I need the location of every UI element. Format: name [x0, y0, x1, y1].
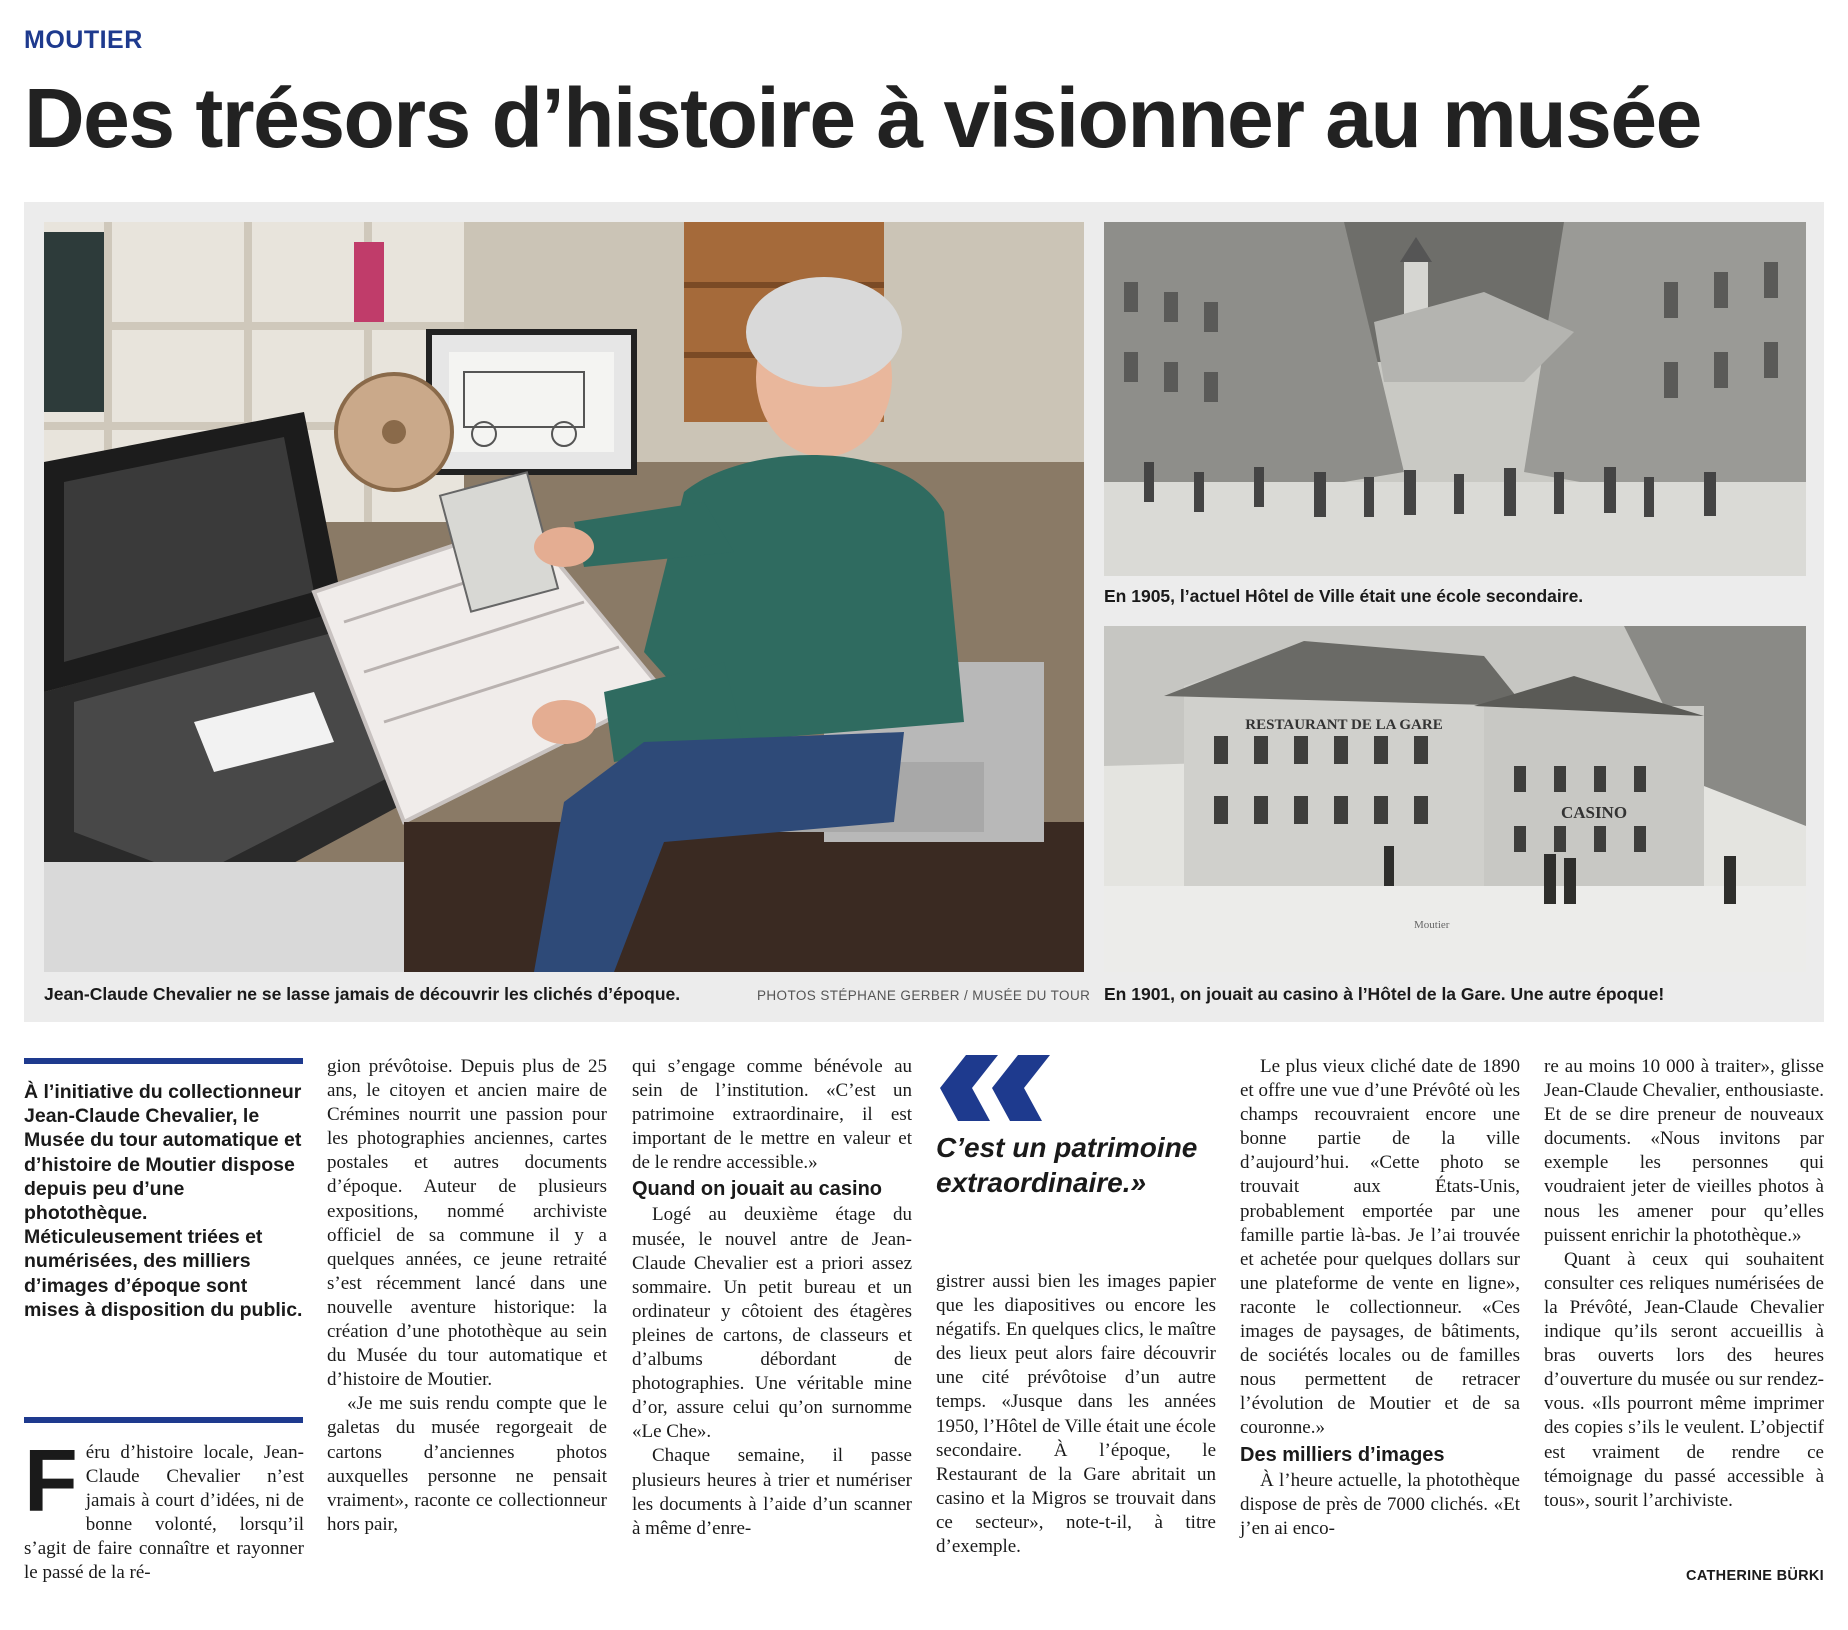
headline: Des trésors d’histoire à visionner au musée [24, 71, 1701, 165]
photo-1905 [1104, 222, 1806, 576]
section-rubric: MOUTIER [24, 26, 143, 54]
caption-main: Jean-Claude Chevalier ne se lasse jamais de découvrir les clichés d’époque. [44, 984, 681, 1004]
byline: CATHERINE BÜRKI [1686, 1568, 1824, 1584]
paragraph: re au moins 10 000 à traiter», glisse Jean-Claude Chevalier, enthousiaste. Et de se dire preneur de nouveaux documents. «Nous invitons par exemple les personnes qui voudraient jeter de vieilles photos à nous les amener pour qu’elles puissent enrichir la photothèque.» [1544, 1056, 1824, 1246]
photo-1901 [1104, 626, 1806, 972]
paragraph: gistrer aussi bien les images papier que les diapositives ou encore les négatifs. En quelques clics, le maître des lieux peut alors faire découvrir une cité prévôtoise d’un autre temps. «Jusque dans les années 1950, l’Hôtel de Ville était une école secondaire. À l’époque, le Restaurant de la Gare abritait un casino et la Migros se trouvait dans ce secteur», note-t-il, à titre d’exemple. [936, 1271, 1216, 1558]
paragraph: «Je me suis rendu compte que le galetas du musée regorgeait de cartons d’anciennes photos auxquelles personne ne pensait vraiment», raconte ce collectionneur hors pair, [327, 1393, 607, 1535]
sign-casino: CASINO [1560, 803, 1628, 822]
paragraph: éru d’histoire locale, Jean-Claude Chevalier n’est jamais à court d’idées, ni de bonne volonté, lorsqu’il s’agit de faire connaître et rayonner le passé de la ré- [24, 1442, 304, 1584]
column-6 [1544, 1055, 1824, 1513]
lede: À l’initiative du collectionneur Jean-Claude Chevalier, le Musée du tour automatique et d’histoire de Moutier dispose depuis peu d’une photothèque. Méticuleusement triées et numérisées, des milliers d’images d’époque sont mises à disposition du public. [24, 1081, 303, 1321]
quote-mark-icon [940, 1055, 1050, 1121]
paragraph: gion prévôtoise. Depuis plus de 25 ans, le citoyen et ancien maire de Crémines nourrit une passion pour les photographies anciennes, cartes postales et autres documents d’époque. Auteur de plusieurs expositions, nommé archiviste officiel de sa commune il y a quelques années, ce jeune retraité s’est récemment lancé dans une nouvelle aventure historique: la création d’une photothèque au sein du Musée du tour automatique et d’histoire de Moutier. [327, 1056, 607, 1391]
sign-restaurant: RESTAURANT DE LA GARE [1245, 717, 1443, 733]
column-2 [327, 1055, 607, 1537]
paragraph: À l’heure actuelle, la photothèque dispose de près de 7000 clichés. «Et j’en ai enco- [1240, 1469, 1520, 1539]
caption-1901: En 1901, on jouait au casino à l’Hôtel de la Gare. Une autre époque! [1104, 984, 1665, 1004]
caption-1905: En 1905, l’actuel Hôtel de Ville était une école secondaire. [1104, 586, 1584, 606]
drop-cap: F [24, 1431, 78, 1530]
paragraph: Le plus vieux cliché date de 1890 et offre une vue d’une Prévôté où les champs recouvraient encore une bonne partie de la ville d’aujourd’hui. «Cette photo se trouvait aux États-Unis, probablement emportée par une famille partie là-bas. Je l’ai trouvée et achetée pour quelques dollars sur une plateforme de vente en ligne», raconte le collectionneur. «Ces images de paysages, de bâtiments, de sociétés locales ou de familles nous permettent de retracer l’évolution de Moutier et de sa couronne.» [1240, 1056, 1520, 1439]
postcard-place: Moutier [1414, 919, 1450, 931]
column-1-body [24, 1431, 304, 1586]
main-photo [44, 222, 1084, 972]
paragraph: Chaque semaine, il passe plusieurs heures à trier et numériser les documents à l’aide d’un scanner à même d’enre- [632, 1445, 912, 1539]
column-4 [936, 1270, 1216, 1559]
pull-quote: C’est un patrimoine extraordinaire.» [936, 1132, 1198, 1198]
column-3 [632, 1055, 912, 1541]
column-5 [1240, 1055, 1520, 1541]
paragraph: Quant à ceux qui souhaitent consulter ces reliques numérisées de la Prévôté, Jean-Claude Chevalier indique qu’ils seront accueillis à bras ouverts lors des heures d’ouverture du musée ou sur rendez-vous. «Ils pourront même imprimer des copies s’ils le veulent. L’objectif est vraiment de rendre ce témoignage du passé accessible à tous», sourit l’archiviste. [1544, 1248, 1824, 1511]
paragraph: qui s’engage comme bénévole au sein de l’institution. «C’est un patrimoine extraordinaire, il est important de le mettre en valeur et de le rendre accessible.» [632, 1056, 912, 1174]
lede-rule-top [24, 1058, 303, 1064]
photo-block [24, 202, 1824, 1022]
subhead-casino: Quand on jouait au casino [632, 1178, 883, 1201]
subhead-images: Des milliers d’images [1240, 1443, 1445, 1466]
paragraph: Logé au deuxième étage du musée, le nouvel antre de Jean-Claude Chevalier est a priori assez sommaire. Un petit bureau et un ordinateur y côtoient des étagères pleines de cartons, de classeurs et d’albums débordant de photographies. Une véritable mine d’or, assure celui qu’on surnomme «Le Che». [632, 1204, 912, 1443]
photo-credit: PHOTOS STÉPHANE GERBER / MUSÉE DU TOUR [757, 988, 1091, 1003]
lede-rule-bottom [24, 1417, 303, 1423]
